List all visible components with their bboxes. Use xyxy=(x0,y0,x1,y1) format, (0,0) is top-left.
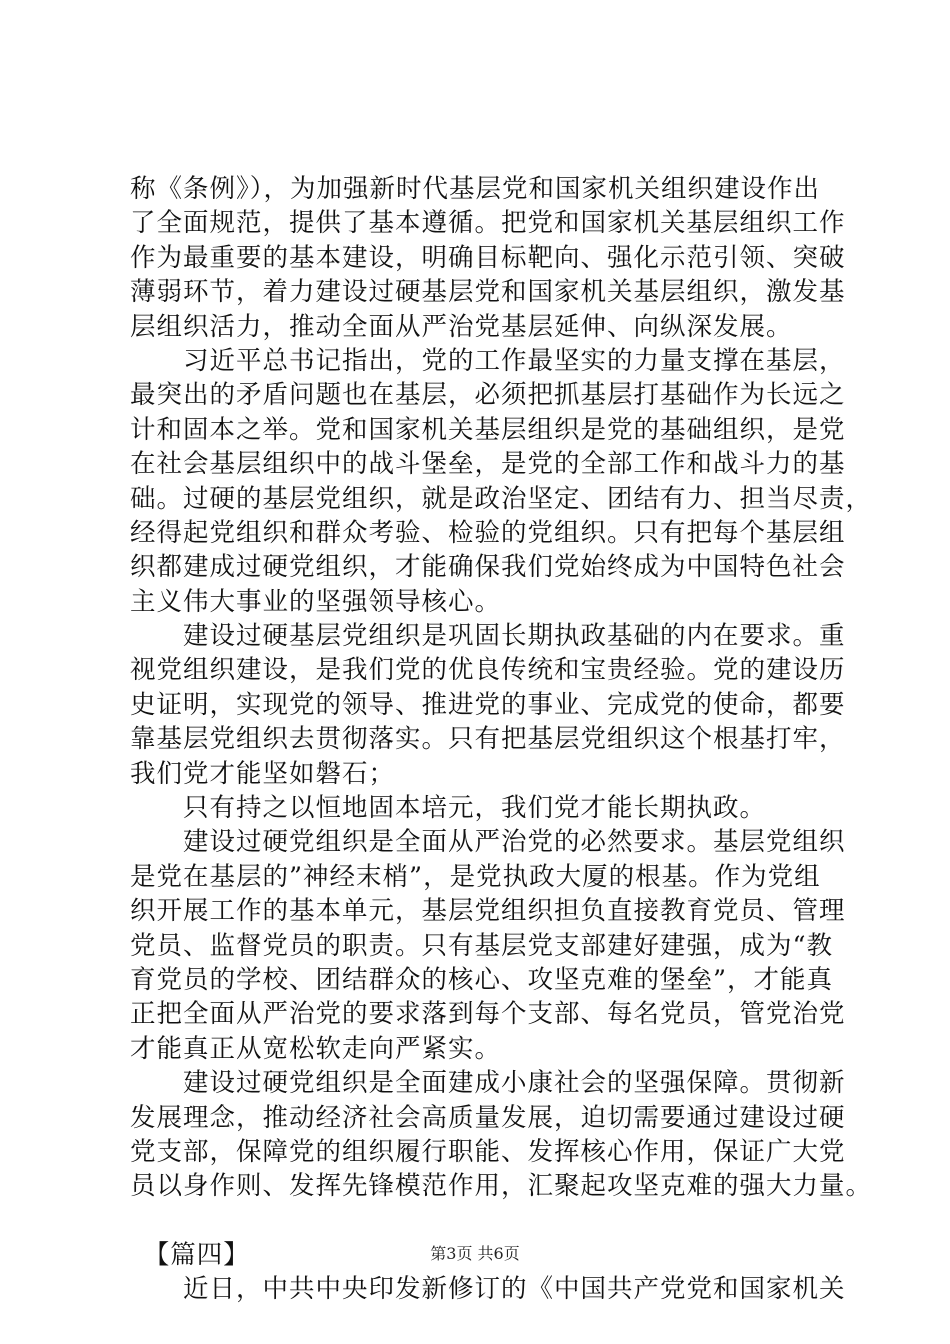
text-line: 薄弱环节，着力建设过硬基层党和国家机关基层组织，激发基 xyxy=(130,277,846,308)
text-line: 育党员的学校、团结群众的核心、攻坚克难的堡垒”，才能真 xyxy=(130,964,834,995)
text-line: 经得起党组织和群众考验、检验的党组织。只有把每个基层组 xyxy=(130,517,846,548)
text-line: 在社会基层组织中的战斗堡垒，是党的全部工作和战斗力的基 xyxy=(130,449,846,480)
text-line: 最突出的矛盾问题也在基层，必须把抓基层打基础作为长远之 xyxy=(130,380,846,411)
text-line: 主义伟大事业的坚强领导核心。 xyxy=(130,586,502,617)
text-line: 织都建成过硬党组织，才能确保我们党始终成为中国特色社会 xyxy=(130,552,846,583)
text-line: 靠基层党组织去贯彻落实。只有把基层党组织这个根基打牢， xyxy=(130,724,846,755)
text-line: 我们党才能坚如磐石； xyxy=(130,758,396,789)
text-line: 才能真正从宽松软走向严紧实。 xyxy=(130,1033,502,1064)
text-line: 作为最重要的基本建设，明确目标靶向、强化示范引领、突破 xyxy=(130,242,846,273)
section-gap xyxy=(130,1204,830,1238)
text-line: 党员、监督党员的职责。只有基层党支部建好建强，成为“教 xyxy=(130,930,834,961)
paragraph-block xyxy=(130,172,873,1204)
text-line: 习近平总书记指出，党的工作最坚实的力量支撑在基层， xyxy=(130,345,846,376)
text-line: 了全面规范，提供了基本遵循。把党和国家机关基层组织工作 xyxy=(130,208,846,239)
text-line: 发展理念，推动经济社会高质量发展，迫切需要通过建设过硬 xyxy=(130,1102,846,1133)
page-number-footer: 第3页 共6页 xyxy=(430,1244,520,1263)
text-line: 称《条例》），为加强新时代基层党和国家机关组织建设作出 xyxy=(130,174,821,204)
text-line: 近日，中共中央印发新修订的《中国共产党党和国家机关 xyxy=(130,1274,846,1305)
text-line: 正把全面从严治党的要求落到每个支部、每名党员，管党治党 xyxy=(130,999,846,1030)
text-line: 层组织活力，推动全面从严治党基层延伸、向纵深发展。 xyxy=(130,311,793,342)
text-line: 员以身作则、发挥先锋模范作用，汇聚起攻坚克难的强大力量。 xyxy=(130,1171,873,1202)
text-line: 建设过硬党组织是全面从严治党的必然要求。基层党组织 xyxy=(130,827,846,858)
document-body xyxy=(130,172,873,1307)
text-line: 只有持之以恒地固本培元，我们党才能长期执政。 xyxy=(130,793,767,824)
text-line: 计和固本之举。党和国家机关基层组织是党的基础组织，是党 xyxy=(130,414,846,445)
text-line: 视党组织建设，是我们党的优良传统和宝贵经验。党的建设历 xyxy=(130,655,846,686)
section-heading: 【篇四】 xyxy=(130,1239,250,1270)
text-line: 建设过硬基层党组织是巩固长期执政基础的内在要求。重 xyxy=(130,621,846,652)
text-line: 织开展工作的基本单元，基层党组织担负直接教育党员、管理 xyxy=(130,896,846,927)
text-line: 党支部，保障党的组织履行职能、发挥核心作用，保证广大党 xyxy=(130,1136,846,1167)
text-line: 是党在基层的”神经末梢”，是党执政大厦的根基。作为党组 xyxy=(130,861,821,892)
text-line: 史证明，实现党的领导、推进党的事业、完成党的使命，都要 xyxy=(130,689,846,720)
text-line: 础。过硬的基层党组织，就是政治坚定、团结有力、担当尽责， xyxy=(130,483,873,514)
text-line: 建设过硬党组织是全面建成小康社会的坚强保障。贯彻新 xyxy=(130,1068,846,1099)
